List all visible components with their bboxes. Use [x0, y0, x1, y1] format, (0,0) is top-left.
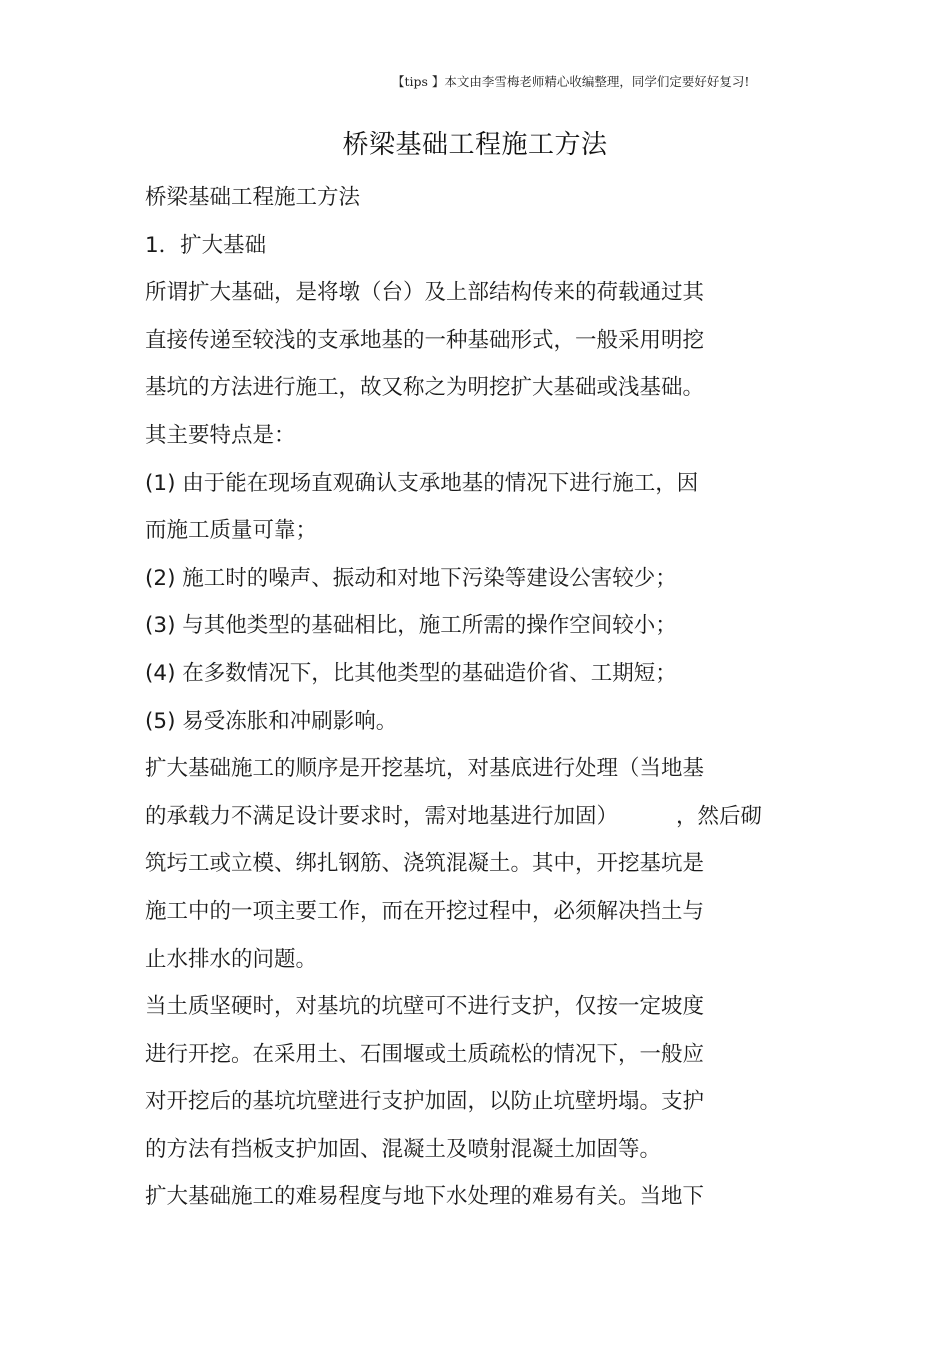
list-item-line: (5) 易受冻胀和冲刷影响。	[145, 708, 398, 734]
paragraph-line: 筑圬工或立模、绑扎钢筋、浇筑混凝土。其中，开挖基坑是	[145, 851, 705, 877]
page-title: 桥梁基础工程施工方法	[342, 130, 608, 160]
paragraph-line-part: ，然后砌	[676, 803, 763, 829]
paragraph-line: 基坑的方法进行施工，故又称之为明挖扩大基础或浅基础。	[145, 375, 705, 401]
paragraph-line-part: 的承载力不满足设计要求时，需对地基进行加固）	[145, 803, 619, 829]
paragraph-line: 对开挖后的基坑坑壁进行支护加固，以防止坑壁坍塌。支护	[145, 1089, 705, 1115]
document-body	[145, 174, 845, 1221]
paragraph-line: 的方法有挡板支护加固、混凝土及喷射混凝土加固等。	[145, 1136, 662, 1162]
paragraph-line: 施工中的一项主要工作，而在开挖过程中，必须解决挡土与	[145, 898, 705, 924]
paragraph-line: 其主要特点是：	[145, 422, 296, 448]
paragraph-line: 所谓扩大基础，是将墩（台）及上部结构传来的荷载通过其	[145, 280, 705, 306]
subtitle-line: 桥梁基础工程施工方法	[145, 185, 361, 210]
paragraph-line	[145, 793, 845, 841]
list-item-line: (1) 由于能在现场直观确认支承地基的情况下进行施工，因	[145, 470, 699, 496]
section-heading: 1．扩大基础	[145, 232, 267, 258]
header-tips: 【tips 】本文由李雪梅老师精心收编整理，同学们定要好好复习!	[392, 74, 750, 89]
list-item-line: (3) 与其他类型的基础相比，施工所需的操作空间较小；	[145, 613, 677, 639]
paragraph-line: 扩大基础施工的顺序是开挖基坑，对基底进行处理（当地基	[145, 756, 705, 782]
paragraph-line: 当土质坚硬时，对基坑的坑壁可不进行支护，仅按一定坡度	[145, 994, 705, 1020]
paragraph-line: 扩大基础施工的难易程度与地下水处理的难易有关。当地下	[145, 1184, 705, 1210]
list-item-line: (2) 施工时的噪声、振动和对地下污染等建设公害较少；	[145, 565, 677, 591]
paragraph-line: 进行开挖。在采用土、石围堰或土质疏松的情况下，一般应	[145, 1041, 705, 1067]
list-item-line: 而施工质量可靠；	[145, 518, 318, 544]
paragraph-line: 直接传递至较浅的支承地基的一种基础形式，一般采用明挖	[145, 327, 705, 353]
paragraph-line: 止水排水的问题。	[145, 946, 318, 972]
list-item-line: (4) 在多数情况下，比其他类型的基础造价省、工期短；	[145, 660, 677, 686]
